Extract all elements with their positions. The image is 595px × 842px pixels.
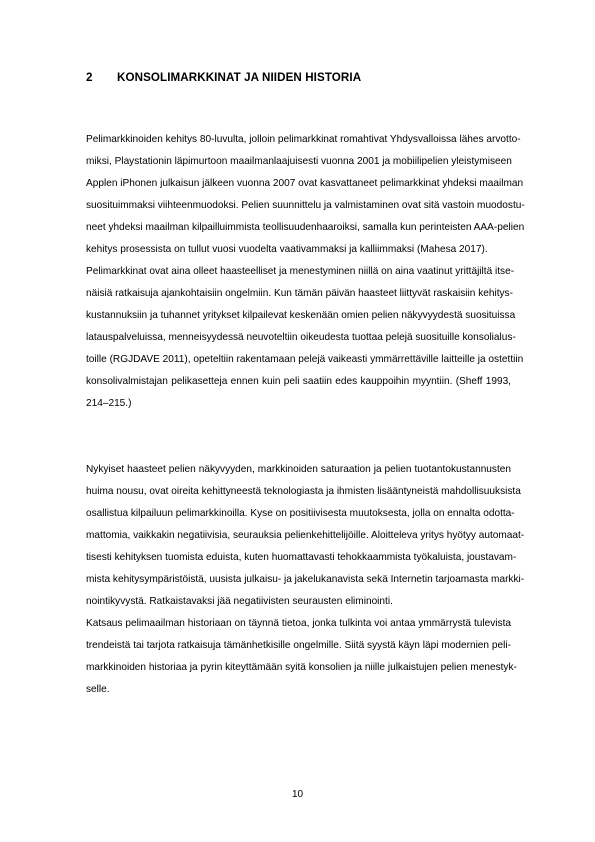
paragraph-line: Pelimarkkinat ovat aina olleet haasteelliset ja menestyminen niillä on aina vaatinut yrittäjiltä itse- xyxy=(86,266,515,277)
paragraph-line: suosituimmaksi viihteenmuodoksi. Pelien suunnittelu ja valmistaminen ovat sitä vastoin muodostu- xyxy=(86,200,525,211)
paragraph-line: neet yhdeksi maailman kilpailluimmista teollisuudenhaaroiksi, samalla kun perinteisten AAA-pelien xyxy=(86,222,525,233)
paragraph-line: selle. xyxy=(86,684,110,695)
section-heading xyxy=(86,71,526,84)
paragraph-line: Pelimarkkinoiden kehitys 80-luvulta, jolloin pelimarkkinat romahtivat Yhdysvalloissa lähes arvotto- xyxy=(86,134,521,145)
paragraph-line: kehitys prosessista on tullut vuosi vuodelta vaativammaksi ja kalliimmaksi (Mahesa 2017). xyxy=(86,244,488,255)
paragraph-line: tisesti kehityksen tuomista eduista, kuten huomattavasti tehokkaammista työkaluista, joustavam- xyxy=(86,552,517,563)
paragraph-line: näisiä ratkaisuja ajankohtaisiin ongelmiin. Kun tämän päivän haasteet liittyvät raskaisiin kehitys- xyxy=(86,288,513,299)
paragraph-line: nointikyvystä. Ratkaistavaksi jää negatiivisten seurausten eliminointi. xyxy=(86,596,393,607)
paragraph-4 xyxy=(86,613,517,701)
page-number: 10 xyxy=(291,789,304,800)
section-title: KONSOLIMARKKINAT JA NIIDEN HISTORIA xyxy=(117,71,362,84)
paragraph-line: markkinoiden historiaa ja pyrin kiteyttämään syitä konsolien ja niille julkaistujen pelien menestyk- xyxy=(86,662,517,673)
paragraph-line: Nykyiset haasteet pelien näkyvyyden, markkinoiden saturaation ja pelien tuotantokustannusten xyxy=(86,464,511,475)
paragraph-line: mattomia, vaikkakin negatiivisia, seurauksia pelienkehittelijöille. Aloitteleva yritys hyötyy automaat- xyxy=(86,530,525,541)
paragraph-line: kustannuksiin ja tuhannet yritykset kilpailevat keskenään omien pelien näkyvyydestä suosituissa xyxy=(86,310,516,321)
paragraph-2 xyxy=(86,261,524,415)
paragraph-line: mista kehitysympäristöistä, uusista julkaisu- ja jakelukanavista sekä Internetin tarjoamasta markki- xyxy=(86,574,525,585)
paragraph-line: Applen iPhonen julkaisun jälkeen vuonna 2007 ovat kasvattaneet pelimarkkinat yhdeksi maailman xyxy=(86,178,524,189)
paragraph-line: latauspalveluissa, menneisyydessä neuvoteltiin oikeudesta tuottaa pelejä suosituille konsolialus- xyxy=(86,332,516,343)
paragraph-line: trendeistä tai tarjota ratkaisuja tämänhetkisille ongelmille. Siitä syystä käyn läpi modernien peli- xyxy=(86,640,511,651)
paragraph-line: osallistua kilpailuun pelimarkkinoilla. Kyse on positiivisesta muutoksesta, jolla on ennalta odotta- xyxy=(86,508,515,519)
paragraph-1 xyxy=(86,129,525,261)
paragraph-line: 214–215.) xyxy=(86,398,132,409)
paragraph-line: konsolivalmistajan pelikasetteja ennen kuin peli saatiin edes kauppoihin myyntiin. (Sheff 1993, xyxy=(86,376,511,387)
section-number: 2 xyxy=(86,71,93,84)
paragraph-line: miksi, Playstationin läpimurtoon maailmanlaajuisesti vuonna 2001 ja mobiilipelien yleistymiseen xyxy=(86,156,512,167)
paragraph-line: Katsaus pelimaailman historiaan on täynnä tietoa, jonka tulkinta voi antaa ymmärrystä tulevista xyxy=(86,618,511,629)
paragraph-line: toille (RGJDAVE 2011), opeteltiin rakentamaan pelejä vaikeasti ymmärrettäville laitteille ja ostettiin xyxy=(86,354,524,365)
paragraph-line: huima nousu, ovat oireita kehittyneestä teknologiasta ja ihmisten lisääntyneistä mahdollisuuksista xyxy=(86,486,521,497)
paragraph-3 xyxy=(86,459,525,613)
